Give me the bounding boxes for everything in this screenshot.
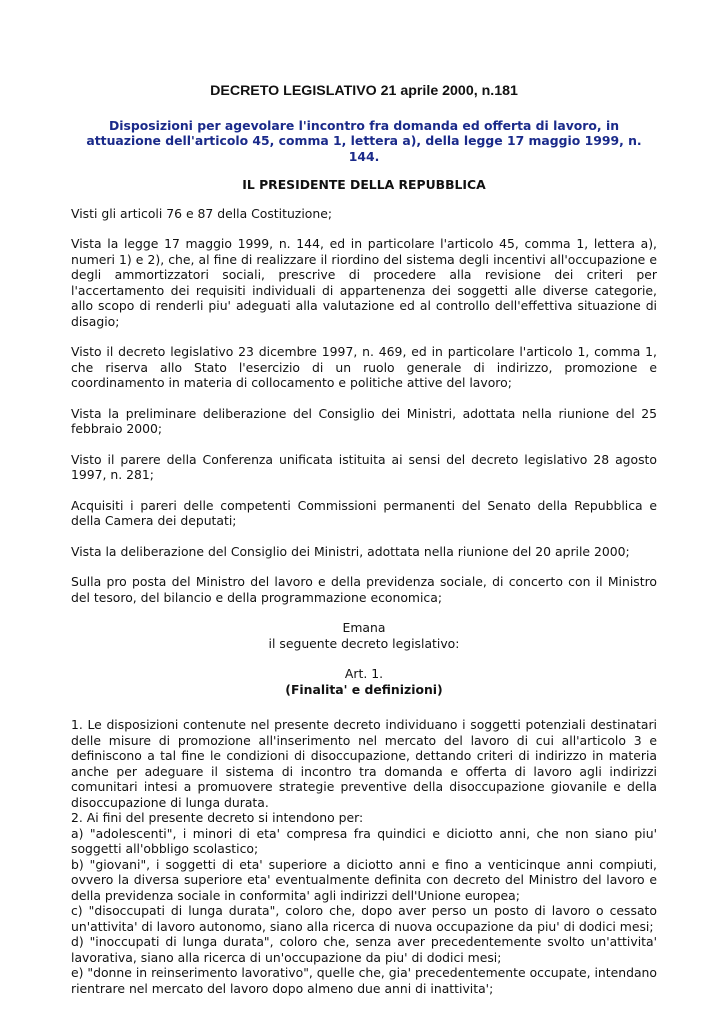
premise-paragraph: Sulla pro posta del Ministro del lavoro e della previdenza sociale, di concerto con il Ministro del tesoro, del bilancio e della programmazione economica; — [71, 574, 657, 605]
document-page — [71, 84, 657, 996]
definition-item: d) "inoccupati di lunga durata", coloro che, senza aver precedentemente svolto un'attivita' lavorativa, siano alla ricerca di un'occupazione da piu' di dodici mesi; — [71, 934, 657, 965]
article-paragraph: 1. Le disposizioni contenute nel presente decreto individuano i soggetti potenziali destinatari delle misure di promozione all'inserimento nel mercato del lavoro di cui all'articolo 3 e definiscono a tal fine le condizioni di disoccupazione, dettando criteri di indirizzo in materia anche per adeguare il sistema di incontro tra domanda e offerta di lavoro agli indirizzi comunitari intesi a promuovere strategie preventive della disoccupazione giovanile e della disoccupazione di lunga durata. — [71, 717, 657, 810]
article-number: Art. 1. — [344, 666, 384, 681]
premise-paragraph: Visto il parere della Conferenza unificata istituita ai sensi del decreto legislativo 28 agosto 1997, n. 281; — [71, 451, 657, 482]
definition-item: e) "donne in reinserimento lavorativo", quelle che, gia' precedentemente occupate, intendano rientrare nel mercato del lavoro dopo almeno due anni di inattivita'; — [71, 965, 657, 996]
document-subtitle: Disposizioni per agevolare l'incontro fra domanda ed offerta di lavoro, in attuazione dell'articolo 45, comma 1, lettera a), della legge 17 maggio 1999, n. 144. — [86, 117, 642, 164]
premise-paragraph: Vista la legge 17 maggio 1999, n. 144, ed in particolare l'articolo 45, comma 1, lettera a), numeri 1) e 2), che, al fine di realizzare il riordino del sistema degli incentivi all'occupazione e degli ammortizzatori sociali, prescrive di procedere alla revisione dei criteri per l'accertamento dei requisiti individuali di appartenenza dei soggetti alle diverse categorie, allo scopo di renderli piu' adeguati alla valutazione ed al controllo dell'effettiva situazione di disagio; — [71, 236, 657, 329]
article-title: (Finalita' e definizioni) — [285, 681, 443, 697]
document-title: DECRETO LEGISLATIVO 21 aprile 2000, n.181 — [210, 83, 518, 99]
article-heading — [71, 666, 657, 697]
premise-paragraph: Vista la preliminare deliberazione del Consiglio dei Ministri, adottata nella riunione del 25 febbraio 2000; — [71, 405, 657, 436]
emana-label: Emana — [342, 620, 386, 635]
premise-paragraph: Acquisiti i pareri delle competenti Commissioni permanenti del Senato della Repubblica e della Camera dei deputati; — [71, 497, 657, 528]
premise-paragraph: Visto il decreto legislativo 23 dicembre 1997, n. 469, ed in particolare l'articolo 1, comma 1, che riserva allo Stato l'esercizio di un ruolo generale di indirizzo, promozione e coordinamento in materia di collocamento e politiche attive del lavoro; — [71, 344, 657, 390]
definition-item: c) "disoccupati di lunga durata", coloro che, dopo aver perso un posto di lavoro o cessato un'attivita' di lavoro autonomo, siano alla ricerca di nuova occupazione da piu' di dodici mesi; — [71, 903, 657, 934]
definition-item: b) "giovani", i soggetti di eta' superiore a diciotto anni e fino a venticinque anni compiuti, ovvero la diversa superiore eta' eventualmente definita con decreto del Ministro del lavoro e della previdenza sociale in conformita' agli indirizzi dell'Unione europea; — [71, 856, 657, 903]
president-heading: IL PRESIDENTE DELLA REPUBBLICA — [242, 177, 486, 192]
article-paragraph: 2. Ai fini del presente decreto si intendono per: — [71, 810, 364, 825]
definition-item: a) "adolescenti", i minori di eta' compresa fra quindici e diciotto anni, che non siano piu' soggetti all'obbligo scolastico; — [71, 825, 657, 856]
premise-paragraph: Vista la deliberazione del Consiglio dei Ministri, adottata nella riunione del 20 aprile 2000; — [71, 543, 630, 559]
emana-subtitle: il seguente decreto legislativo: — [268, 635, 460, 651]
premise-paragraph: Visti gli articoli 76 e 87 della Costituzione; — [71, 205, 332, 221]
enactment-formula — [71, 620, 657, 651]
